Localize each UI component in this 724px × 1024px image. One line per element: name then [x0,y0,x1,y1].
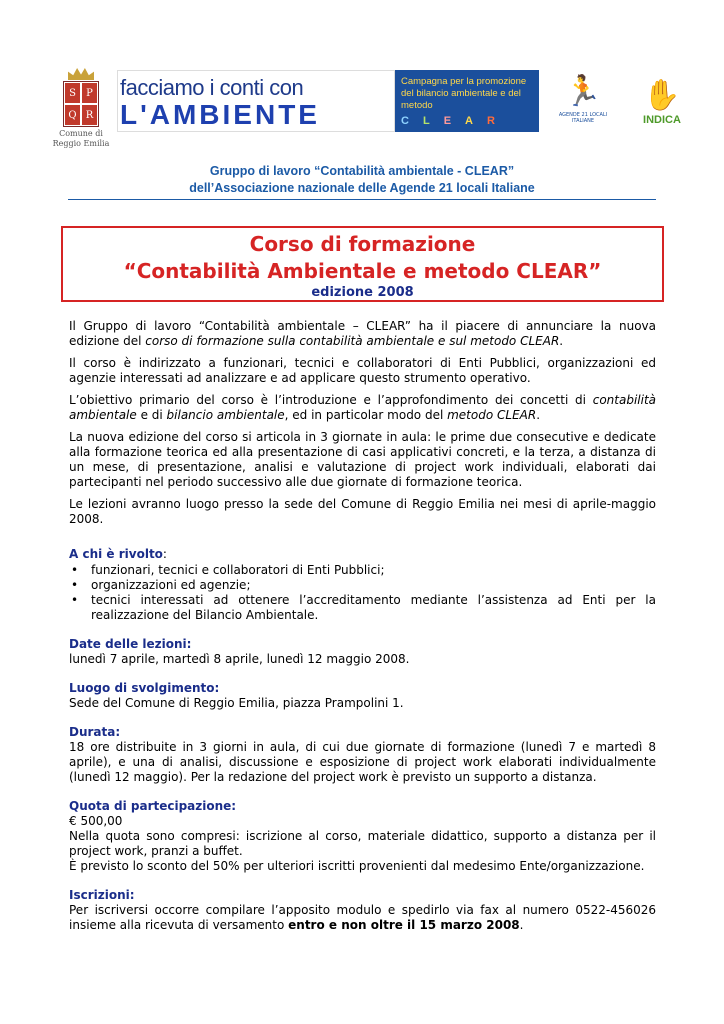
clear-letter: E [443,115,452,127]
text-run: . [559,334,564,348]
text-run: . [519,918,524,932]
registration-text [69,903,656,933]
list-item: • organizzazioni ed agenzie; [91,578,656,593]
heading-colon: : [162,547,167,561]
banner-line2: L'AMBIENTE [120,99,320,130]
section-heading: Durata: [69,725,121,739]
course-title-box [61,226,664,302]
text-run-italic: metodo CLEAR [447,408,537,422]
clear-letter: L [422,115,430,127]
crest-letter: S [64,82,81,104]
intro-paragraph [69,319,656,349]
duration-section [69,725,656,785]
text-run: Il Gruppo di lavoro “Contabilità ambientale – CLEAR” ha il piacere di annunciare la nuova edizione del [69,319,656,348]
runner-icon: 🏃 [564,74,602,109]
clear-letter: C [401,115,409,127]
text-run: L’obiettivo primario del corso è l’introduzione e l’approfondimento dei concetti di [69,393,593,407]
list-item: • tecnici interessati ad ottenere l’accreditamento mediante l’assistenza ad Enti per la realizzazione del Bilancio Ambientale. [91,593,656,623]
shield-icon [63,81,99,127]
clear-letters [401,115,495,127]
duration-text: 18 ore distribuite in 3 giorni in aula, di cui due giornate di formazione (lunedì 7 e martedì 8 aprile), e una di analisi, discussione e esposizione di project work elaborati individualmente (lunedì 12 maggio). Per la redazione del project work è previsto un supporto a distanza. [69,740,656,784]
section-heading: Iscrizioni: [69,888,135,902]
registration-section [69,888,656,933]
edition-label: edizione 2008 [311,285,414,300]
working-group-heading [68,163,656,197]
location-section [69,681,656,711]
fee-amount: € 500,00 [69,814,123,828]
structure-paragraph: La nuova edizione del corso si articola in 3 giornate in aula: le prime due consecutive e dedicate alla formazione teorica ed alla presentazione di casi applicativi concreti, e la terza, a distanza di un mese, di presentazione, analisi e valutazione di project work individuali, elaborati dai partecipanti nel periodo successivo alle due giornate di formazione teorica. [69,430,656,489]
audience-paragraph: Il corso è indirizzato a funzionari, tecnici e collaboratori di Enti Pubblici, organizzazioni ed agenzie interessati ad analizzare e ad applicare questo strumento operativo. [69,356,656,385]
crest-caption: Comune di Reggio Emilia [52,129,110,148]
section-heading: A chi è rivolto [69,547,163,561]
section-heading: Date delle lezioni: [69,637,192,651]
indica-label: INDICA [643,114,681,126]
clear-letter: R [486,115,495,127]
agende-label: AGENDE 21 LOCALI ITALIANE [558,112,608,124]
indica-logo [632,78,692,126]
text-run: Per iscriversi occorre compilare l’apposito modulo e spedirlo via fax al numero 0522-456026 insieme alla ricevuta di versamento [69,903,656,932]
crown-icon [68,68,94,80]
text-run: . [536,408,541,422]
clear-letter: A [465,115,473,127]
campaign-text: Campagna per la promozione del bilancio ambientale e del metodo [401,76,527,111]
group-line1: Gruppo di lavoro “Contabilità ambientale - CLEAR” [209,164,515,178]
crest-letter: R [81,104,98,126]
divider [68,199,656,200]
course-title-line1: Corso di formazione [249,232,476,256]
text-run-italic: bilancio ambientale [166,408,285,422]
deadline-text: entro e non oltre il 15 marzo 2008 [288,918,520,932]
fee-includes: Nella quota sono compresi: iscrizione al corso, materiale didattico, supporto a distanza per il project work, pranzi a buffet. [69,829,656,858]
location-text: Sede del Comune di Reggio Emilia, piazza Prampolini 1. [69,696,404,710]
dates-section [69,637,656,667]
hand-icon: ✋ [643,78,681,113]
target-list [69,563,656,623]
objective-paragraph [69,393,656,423]
crest-letter: Q [64,104,81,126]
banner-line1: facciamo i conti con [120,75,304,100]
dates-text: lunedì 7 aprile, martedì 8 aprile, lunedì 12 maggio 2008. [69,652,410,666]
crest-letter: P [81,82,98,104]
agende21-logo [552,72,614,134]
fee-section [69,799,656,874]
reggio-emilia-crest [52,68,110,149]
text-run: e di [136,408,167,422]
campaign-banner [117,70,539,132]
banner-title-block [117,70,395,132]
list-item: • funzionari, tecnici e collaboratori di Enti Pubblici; [91,563,656,578]
text-run-italic: contabilità ambientale [69,393,656,422]
target-section [69,547,656,623]
fee-discount: È previsto lo sconto del 50% per ulteriori iscritti provenienti dal medesimo Ente/organizzazione. [69,859,645,873]
text-run-italic: corso di formazione sulla contabilità ambientale e sul metodo CLEAR [145,334,560,348]
section-heading: Quota di partecipazione: [69,799,237,813]
banner-campaign-block [395,70,539,132]
venue-paragraph: Le lezioni avranno luogo presso la sede del Comune di Reggio Emilia nei mesi di aprile-maggio 2008. [69,497,656,526]
section-heading: Luogo di svolgimento: [69,681,220,695]
body-text [69,319,656,933]
course-title-line2: “Contabilità Ambientale e metodo CLEAR” [123,259,602,283]
page-header [0,0,724,160]
group-line2: dell’Associazione nazionale delle Agende 21 locali Italiane [189,181,535,195]
text-run: , ed in particolar modo del [284,408,448,422]
